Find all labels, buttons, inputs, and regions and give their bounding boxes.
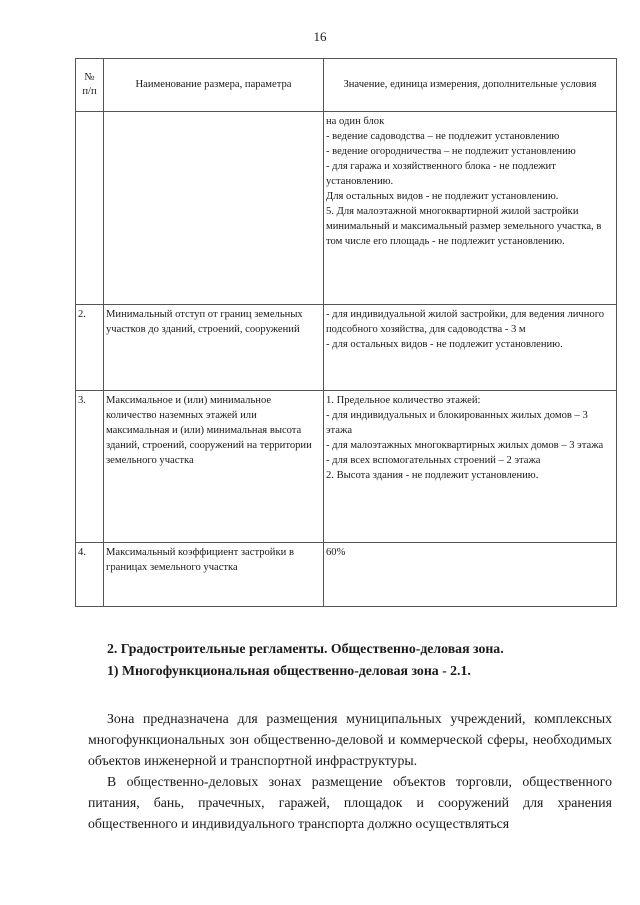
value-line: на один блок (326, 116, 385, 127)
row-name: Минимальный отступ от границ земельных участков до зданий, строений, сооружений (104, 305, 324, 391)
row-name: Максимальное и (или) минимальное количество наземных этажей или максимальная и (или) минимальная высота зданий, строений, сооружений на территории земельного участка (104, 391, 324, 543)
table-header-row (76, 59, 617, 112)
row-number: 3. (76, 391, 104, 543)
page-number: 16 (313, 29, 327, 44)
value-line: 5. Для малоэтажной многоквартирной жилой застройки минимальный и максимальный размер земельного участка, в том числе его площадь - не подлежит установлению. (326, 206, 602, 248)
value-line: Для остальных видов - не подлежит установлению. (326, 191, 559, 203)
row-value (324, 305, 617, 391)
row-name (104, 112, 324, 305)
value-line: - для индивидуальной жилой застройки, для ведения личного подсобного хозяйства, для садоводства - 3 м (326, 309, 605, 336)
header-number: № п/п (76, 59, 104, 112)
row-value (324, 391, 617, 543)
value-line: - для индивидуальных и блокированных жилых домов – 3 этажа (326, 410, 588, 437)
section-heading: 2. Градостроительные регламенты. Общественно-деловая зона. (107, 641, 504, 656)
value-line: 2. Высота здания - не подлежит установлению. (326, 470, 539, 482)
body-paragraph: В общественно-деловых зонах размещение объектов торговли, общественного питания, бань, прачечных, гаражей, площадок и сооружений для хранения общественного и индивидуального транспорта должно осуществляться (88, 774, 612, 831)
value-line: - ведение огородничества – не подлежит установлению (326, 146, 576, 158)
row-number: 2. (76, 305, 104, 391)
section-subheading: 1) Многофункциональная общественно-деловая зона - 2.1. (107, 663, 471, 678)
value-line: - для всех вспомогательных строений – 2 этажа (326, 455, 541, 467)
value-line: - для гаража и хозяйственного блока - не подлежит установлению. (326, 161, 556, 188)
value-line: - ведение садоводства – не подлежит установлению (326, 131, 560, 143)
table-row (76, 543, 617, 607)
row-value (324, 112, 617, 305)
row-value (324, 543, 617, 607)
row-number: 4. (76, 543, 104, 607)
header-value: Значение, единица измерения, дополнительные условия (324, 59, 617, 112)
value-line: 1. Предельное количество этажей: (326, 395, 481, 406)
body-paragraph: Зона предназначена для размещения муниципальных учреждений, комплексных многофункциональных зон общественно-деловой и коммерческой сферы, необходимых объектов инженерной и транспортной инфраструктуры. (88, 711, 612, 768)
value-line: - для малоэтажных многоквартирных жилых домов – 3 этажа (326, 440, 604, 452)
header-name: Наименование размера, параметра (104, 59, 324, 112)
value-line: - для остальных видов - не подлежит установлению. (326, 339, 563, 351)
table-row (76, 305, 617, 391)
table-row (76, 112, 617, 305)
parameters-table (75, 58, 617, 607)
value-line: 60% (326, 547, 346, 558)
row-name: Максимальный коэффициент застройки в границах земельного участка (104, 543, 324, 607)
row-number (76, 112, 104, 305)
table-row (76, 391, 617, 543)
